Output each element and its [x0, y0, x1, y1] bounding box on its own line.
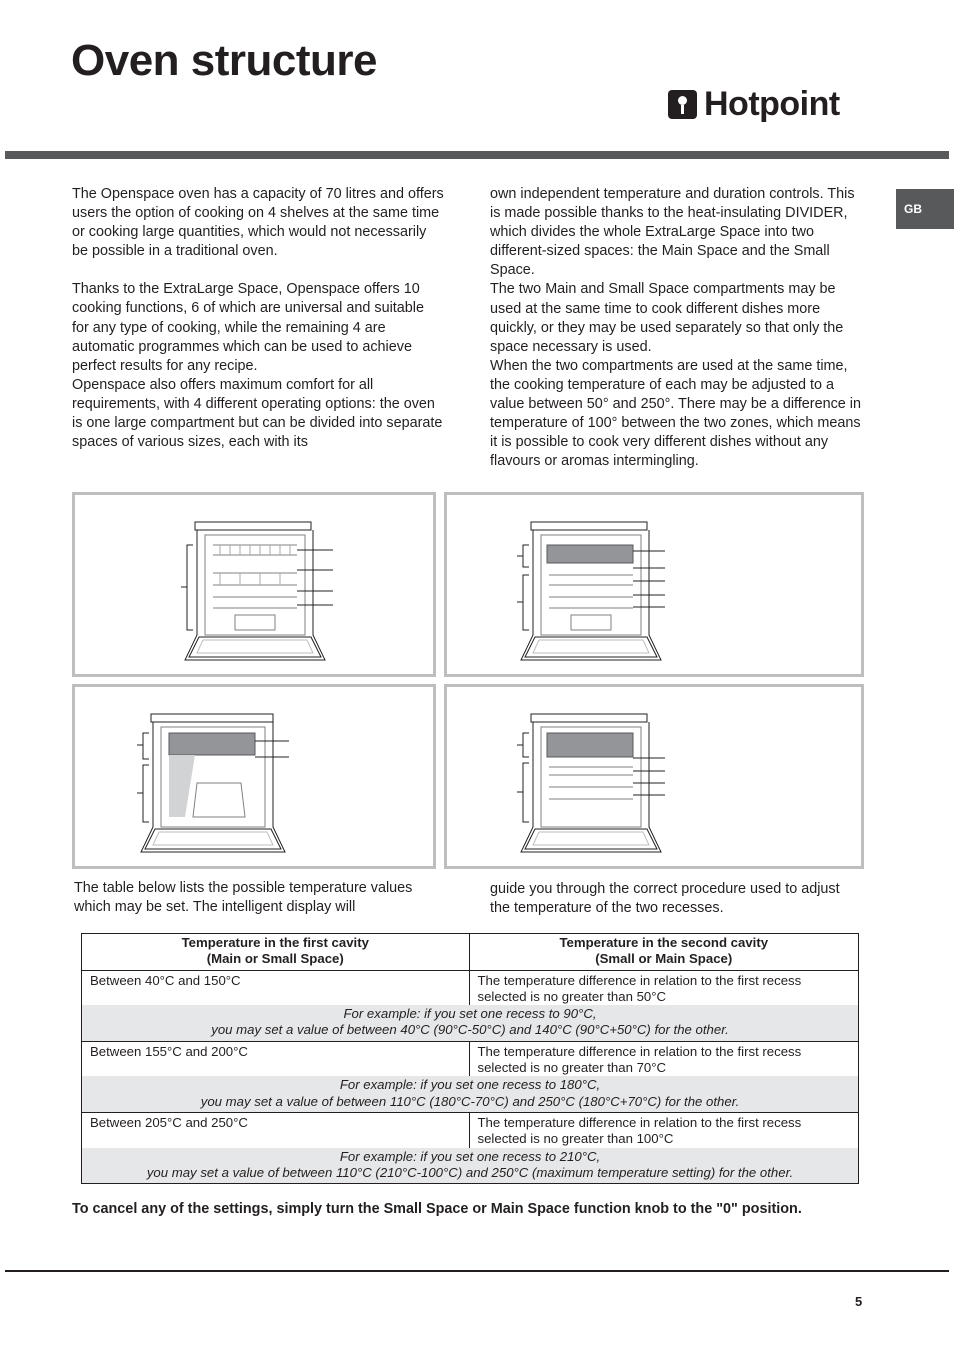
table-header-second-cavity: Temperature in the second cavity (Small or Main Space): [469, 934, 859, 971]
intro-paragraph: Thanks to the ExtraLarge Space, Openspace offers 10 cooking functions, 6 of which are universal and suitable for any type of cooking, while the remaining 4 are automatic programmes which can be used to achieve perfect results for any recipe.: [72, 281, 424, 374]
page-title: Oven structure: [71, 36, 377, 85]
table-row: [82, 970, 859, 1005]
brand-name: Hotpoint: [704, 84, 840, 123]
second-cavity-rule: The temperature difference in relation to the first recess selected is no greater than 50°C: [469, 970, 859, 1005]
example-text: For example: if you set one recess to 210°C, you may set a value of between 110°C (210°C-100°C) and 250°C (maximum temperature setting) for the other.: [82, 1148, 859, 1184]
first-cavity-range: Between 155°C and 200°C: [82, 1041, 470, 1076]
intro-paragraph: The Openspace oven has a capacity of 70 litres and offers users the option of cooking on 4 shelves at the same time or cooking large quantities, which would not necessarily be possible in a traditional oven.: [72, 186, 444, 260]
table-header-first-cavity: Temperature in the first cavity (Main or Small Space): [82, 934, 470, 971]
oven-diagram-divided-top: [444, 492, 864, 677]
language-tab: GB: [896, 189, 954, 229]
oven-diagram-small-space: [72, 684, 436, 869]
intro-left-column: [72, 185, 444, 452]
page-number: 5: [855, 1294, 863, 1309]
footer-rule: [5, 1270, 949, 1272]
first-cavity-range: Between 205°C and 250°C: [82, 1112, 470, 1147]
temperature-table: [81, 933, 859, 1184]
intro-paragraph: The two Main and Small Space compartments may be used at the same time to cook different dishes more quickly, or they may be used separately so that only the space necessary is used.: [490, 281, 844, 355]
table-intro-right: guide you through the correct procedure used to adjust the temperature of the two recesses.: [490, 881, 840, 917]
first-cavity-range: Between 40°C and 150°C: [82, 970, 470, 1005]
oven-diagram-full-space: [72, 492, 436, 677]
header-rule: [5, 151, 949, 159]
second-cavity-rule: The temperature difference in relation to the first recess selected is no greater than 70°C: [469, 1041, 859, 1076]
table-example-row: [82, 1076, 859, 1112]
intro-paragraph: When the two compartments are used at the same time, the cooking temperature of each may be adjusted to a value between 50° and 250°. There may be a difference in temperature of 100° between the two zones, which means it is possible to cook very different dishes without any flavours or aromas intermingling.: [490, 357, 861, 470]
table-row: [82, 1112, 859, 1147]
brand-logo: [668, 84, 840, 124]
table-row: [82, 1041, 859, 1076]
cancel-settings-note: To cancel any of the settings, simply turn the Small Space or Main Space function knob to the "0" position.: [72, 1201, 802, 1217]
table-example-row: [82, 1005, 859, 1041]
example-text: For example: if you set one recess to 90°C, you may set a value of between 40°C (90°C-50°C) and 140°C (90°C+50°C) for the other.: [82, 1005, 859, 1041]
intro-paragraph: Openspace also offers maximum comfort for all requirements, with 4 different operating options: the oven is one large compartment but can be divided into separate spaces of various sizes, each with its: [72, 376, 443, 451]
hotpoint-logo-icon: [668, 90, 697, 119]
oven-diagram-divided-combined: [444, 684, 864, 869]
table-example-row: [82, 1148, 859, 1184]
second-cavity-rule: The temperature difference in relation to the first recess selected is no greater than 100°C: [469, 1112, 859, 1147]
table-intro-left: The table below lists the possible temperature values which may be set. The intelligent display will: [74, 880, 413, 916]
intro-right-column: [490, 185, 862, 471]
intro-paragraph: own independent temperature and duration controls. This is made possible thanks to the heat-insulating DIVIDER, which divides the whole ExtraLarge Space into two different-sized spaces: the Main Space and the Small Space.: [490, 186, 855, 279]
example-text: For example: if you set one recess to 180°C, you may set a value of between 110°C (180°C-70°C) and 250°C (180°C+70°C) for the other.: [82, 1076, 859, 1112]
